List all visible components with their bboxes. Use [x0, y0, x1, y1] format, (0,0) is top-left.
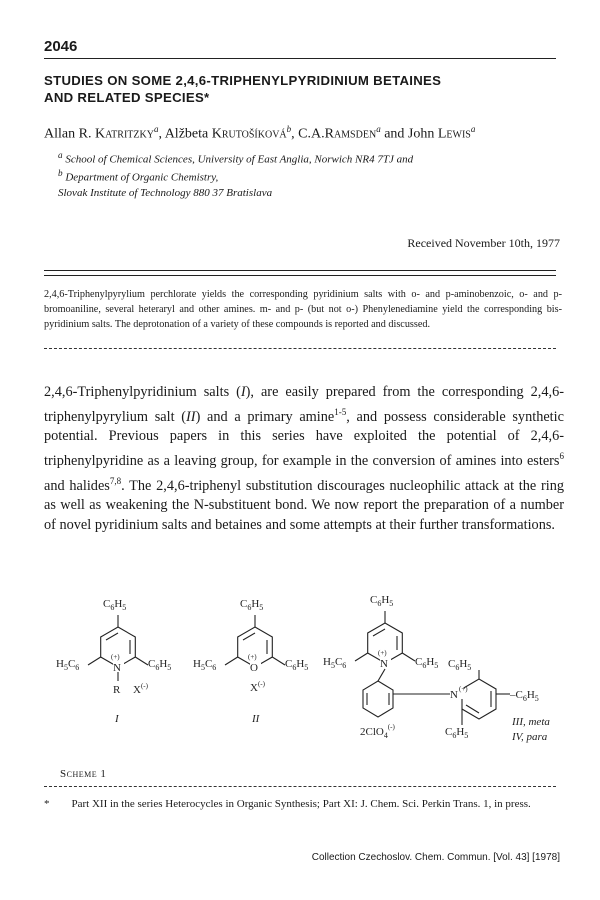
svg-text:C6H5: $C_6H_5$ — [370, 594, 394, 608]
title-line-2: AND RELATED SPECIES* — [44, 90, 210, 105]
header-rule — [44, 58, 556, 59]
footnote-text: Part XII in the series Heterocycles in Organic Synthesis; Part XI: J. Chem. Sci. Perkin Trans. 1, in press. — [71, 798, 531, 810]
affiliation-a — [58, 148, 558, 168]
body-text: ), are easily prepared from the corresponding 2,4,6-triphenylpyrylium salt ( — [44, 384, 564, 425]
author-4-sup: a — [470, 124, 476, 134]
author-3-sup: a — [376, 124, 381, 134]
footnote-rule — [44, 786, 556, 787]
received-date: Received November 10th, 1977 — [407, 236, 560, 250]
author-3-first: C.A. — [298, 126, 325, 142]
author-2-sup: b — [286, 124, 292, 134]
oxygen-II: O — [250, 662, 258, 674]
svg-text:C6H5: $C_6H_5$ — [285, 658, 309, 672]
svg-text:X(-): X(-) — [133, 682, 148, 696]
abstract-rule-bottom — [44, 348, 556, 349]
aff-b-line2: Slovak Institute of Technology 880 37 Bratislava — [58, 186, 273, 199]
author-1-last: Katritzky — [94, 126, 154, 142]
body-text: and halides — [44, 477, 110, 494]
author-list: Allan R. Katritzky$^a$, Alžbeta Krutošíková$^b$, C.A.Ramsden$^a$ and John Lewis$^a$ — [44, 124, 476, 142]
svg-text:N: N — [450, 689, 458, 701]
page-number: 2046 — [44, 38, 78, 55]
author-2-last: Krutošíková — [211, 126, 287, 142]
body-text: 2,4,6-Triphenylpyridinium salts ( — [44, 384, 241, 400]
svg-text:C6H5: $C_6H_5$ — [445, 726, 469, 740]
svg-text:H5C6: $H_5C_6$ — [323, 656, 347, 670]
ref-compound-I: I — [240, 384, 246, 400]
svg-text:C6H5: $C_6H_5$ — [240, 598, 264, 612]
svg-text:C6H5: $C_6H_5$ — [448, 658, 472, 672]
svg-text:(+): (+) — [378, 649, 387, 657]
svg-text:(+): (+) — [459, 685, 468, 693]
structure-II — [193, 598, 308, 725]
svg-text:C6H5: $C_6H_5$ — [415, 656, 439, 670]
abstract-rule-top-1 — [44, 270, 556, 271]
perchlorate-counterion: 2ClO$_4$(-) — [360, 723, 395, 740]
citation: 7,8 — [109, 475, 122, 486]
title-line-1: STUDIES ON SOME 2,4,6-TRIPHENYLPYRIDINIUM BETAINES — [44, 73, 442, 88]
author-2-first: Alžbeta — [164, 126, 212, 142]
author-3-last: Ramsden — [324, 126, 377, 142]
citation: 6 — [559, 451, 564, 462]
aff-b-line1: Department of Organic Chemistry, — [62, 171, 219, 184]
phenyl-right-I: $C_6H_5$ — [148, 658, 172, 672]
svg-text:C6H5: $C_6H_5$ — [103, 598, 127, 612]
nitrogen-I: N — [113, 662, 121, 674]
author-4-last: Lewis — [437, 126, 471, 142]
structure-III-IV — [323, 594, 550, 743]
label-compound-I: I — [115, 713, 119, 725]
substituent-R: R — [113, 684, 121, 696]
abstract: 2,4,6-Triphenylpyrylium perchlorate yields the corresponding pyridinium salts with o- and p-aminobenzoic, o- and p-bromoaniline, several heteraryl and other amines. m- and p- (but not o-) Phenylenediamine yield the corresponding bis-pyridinium salts. The deprotonation of a variety of these compounds is reported and discussed. — [44, 289, 562, 330]
citation: 1-5 — [334, 406, 347, 417]
aff-a-sup: a — [58, 150, 63, 160]
label-compound-II: II — [252, 713, 260, 725]
scheme-caption: Scheme 1 — [60, 768, 107, 780]
author-and: and John — [380, 126, 438, 142]
body-text: . The 2,4,6-triphenyl substitution discourages nucleophilic attack at the ring as well as weakening the N-substituent bond. We now report the preparation of a number of novel pyridinium salts and betaines and some attempts at their further transformations. — [44, 477, 565, 534]
scheme-1-structures — [0, 585, 600, 765]
svg-text:X(-): X(-) — [250, 680, 265, 694]
svg-text:(+): (+) — [248, 653, 257, 661]
label-compound-IV: IV, para — [512, 731, 548, 743]
footnote-mark: * — [44, 798, 50, 810]
svg-text:–C6H5: $-C_6H_5$ — [510, 689, 539, 703]
body-text: ) and a primary amine — [195, 408, 335, 425]
aff-a-text: School of Chemical Sciences, University of East Anglia, Norwich NR4 7TJ and — [62, 153, 414, 166]
label-compound-III: III, meta — [512, 716, 550, 728]
author-1-sup: a — [153, 124, 159, 134]
ref-compound-II: II — [186, 408, 196, 425]
abstract-rule-top-2 — [44, 275, 556, 276]
journal-footer: Collection Czechoslov. Chem. Commun. [Vol. 43] [1978] — [311, 852, 560, 863]
affiliation-b — [58, 166, 558, 201]
footnote — [44, 796, 564, 812]
phenyl-left-I: $H_5C_6$ — [56, 658, 80, 672]
svg-text:H5C6: $H_5C_6$ — [193, 658, 217, 672]
charge-I: (+) — [111, 653, 120, 661]
author-1-first: Allan R. — [44, 126, 95, 142]
body-text: , and possess considerable synthetic potential. Previous papers in this series have exploited the potential of 2,4,6-triphenylpyridine as a leaving group, for example in the conversion of amines into esters — [44, 408, 564, 469]
structure-I — [56, 598, 171, 725]
aff-b-sup: b — [58, 168, 63, 178]
article-title — [44, 72, 564, 106]
svg-text:N: N — [380, 658, 388, 670]
body-paragraph — [44, 383, 564, 536]
